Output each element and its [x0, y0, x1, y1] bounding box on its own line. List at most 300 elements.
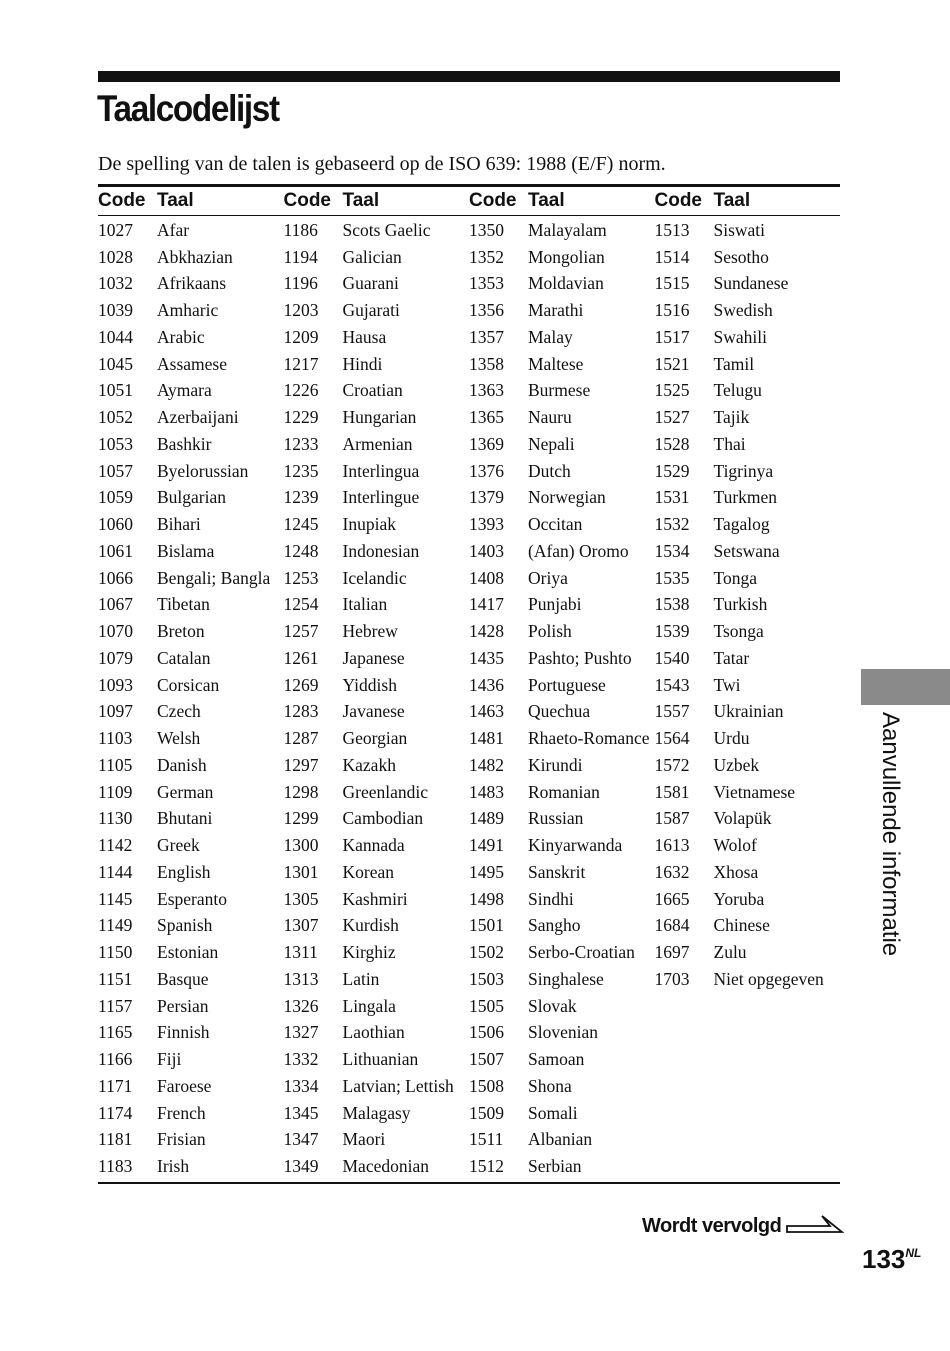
language-name: Russian	[528, 808, 584, 829]
language-name: Tsonga	[713, 621, 764, 642]
section-tab	[861, 669, 950, 705]
header-code: Code	[654, 190, 702, 211]
table-row	[98, 1020, 284, 1047]
language-name: Korean	[342, 861, 395, 882]
language-code: 1495	[469, 861, 504, 882]
language-name: Georgian	[342, 728, 408, 749]
language-code: 1248	[283, 540, 319, 561]
language-code: 1150	[98, 942, 133, 963]
table-row	[284, 1073, 470, 1100]
table-row	[469, 297, 655, 324]
language-name: Lithuanian	[342, 1049, 419, 1070]
language-code: 1564	[654, 728, 690, 749]
language-name: Cambodian	[342, 808, 424, 829]
page-number-value: 133	[862, 1244, 906, 1274]
language-name: Hebrew	[342, 621, 398, 642]
table-row	[98, 1073, 284, 1100]
language-code: 1326	[283, 995, 319, 1016]
language-code: 1165	[98, 1022, 133, 1043]
table-row	[98, 645, 284, 672]
language-name: Ukrainian	[713, 701, 784, 722]
table-row	[655, 271, 841, 298]
table-row	[655, 404, 841, 431]
table-row	[98, 404, 284, 431]
language-code: 1300	[283, 835, 319, 856]
language-code: 1283	[283, 701, 319, 722]
language-code: 1044	[98, 326, 133, 347]
language-code: 1151	[98, 968, 133, 989]
table-row	[284, 779, 470, 806]
language-name: Tigrinya	[713, 460, 774, 481]
header-language: Taal	[157, 190, 194, 211]
language-code: 1194	[283, 246, 318, 267]
language-code: 1508	[469, 1075, 504, 1096]
language-name: Polish	[528, 621, 572, 642]
language-code: 1540	[654, 647, 690, 668]
language-code: 1587	[654, 808, 690, 829]
table-row	[655, 351, 841, 378]
table-row	[284, 244, 470, 271]
table-row	[469, 431, 655, 458]
table-row	[284, 645, 470, 672]
table-row	[469, 378, 655, 405]
language-name: Sanskrit	[528, 861, 586, 882]
language-name: Yiddish	[342, 674, 397, 695]
language-name: Yoruba	[713, 888, 765, 909]
language-name: Javanese	[342, 701, 405, 722]
language-code: 1511	[469, 1129, 504, 1150]
language-name: Tatar	[713, 647, 750, 668]
language-name: Malagasy	[342, 1102, 411, 1123]
table-row	[655, 832, 841, 859]
table-row	[469, 886, 655, 913]
language-name: Aymara	[157, 380, 212, 401]
table-row	[98, 913, 284, 940]
language-code: 1254	[283, 594, 319, 615]
table-row	[98, 939, 284, 966]
table-row	[98, 618, 284, 645]
language-code: 1032	[98, 273, 133, 294]
header-code: Code	[469, 190, 517, 211]
language-code: 1506	[469, 1022, 504, 1043]
language-name: Kurdish	[342, 915, 399, 936]
table-row	[284, 404, 470, 431]
language-name: Samoan	[528, 1049, 585, 1070]
table-row	[284, 538, 470, 565]
language-code: 1481	[469, 728, 504, 749]
language-code: 1145	[98, 888, 133, 909]
language-name: Hungarian	[342, 407, 417, 428]
table-row	[469, 779, 655, 806]
language-code: 1130	[98, 808, 133, 829]
header-group	[655, 190, 841, 212]
table-row	[98, 538, 284, 565]
language-name: Thai	[713, 433, 746, 454]
language-name: Abkhazian	[157, 246, 233, 267]
language-code: 1226	[283, 380, 319, 401]
language-name: Oriya	[528, 567, 568, 588]
language-name: Portuguese	[528, 674, 606, 695]
table-row	[469, 725, 655, 752]
table-row	[469, 1127, 655, 1154]
table-row	[469, 217, 655, 244]
language-code: 1534	[654, 540, 690, 561]
language-code: 1105	[98, 754, 133, 775]
language-name: Twi	[713, 674, 741, 695]
table-row	[98, 859, 284, 886]
table-row	[655, 645, 841, 672]
language-name: Volapük	[713, 808, 772, 829]
table-row	[469, 271, 655, 298]
language-code: 1157	[98, 995, 133, 1016]
language-name: Tajik	[713, 407, 750, 428]
table-row	[98, 324, 284, 351]
table-row	[655, 752, 841, 779]
language-name: Bashkir	[157, 433, 212, 454]
language-code: 1079	[98, 647, 133, 668]
language-code: 1697	[654, 942, 690, 963]
language-code: 1356	[469, 300, 504, 321]
language-code: 1463	[469, 701, 504, 722]
table-row	[655, 217, 841, 244]
language-code: 1217	[283, 353, 319, 374]
table-row	[655, 458, 841, 485]
language-code: 1203	[283, 300, 319, 321]
language-name: Greek	[157, 835, 200, 856]
language-name: Maltese	[528, 353, 584, 374]
language-code: 1435	[469, 647, 504, 668]
language-code: 1060	[98, 514, 133, 535]
language-code: 1365	[469, 407, 504, 428]
language-code: 1093	[98, 674, 133, 695]
table-row	[469, 1153, 655, 1180]
language-name: Uzbek	[713, 754, 760, 775]
table-row	[98, 672, 284, 699]
language-code: 1491	[469, 835, 504, 856]
table-row	[98, 725, 284, 752]
table-row	[98, 966, 284, 993]
language-name: Faroese	[157, 1075, 212, 1096]
language-code: 1557	[654, 701, 690, 722]
language-code: 1379	[469, 487, 504, 508]
language-code: 1514	[654, 246, 690, 267]
language-name: Spanish	[157, 915, 213, 936]
language-code: 1525	[654, 380, 690, 401]
language-code: 1070	[98, 621, 133, 642]
table-row	[284, 271, 470, 298]
language-code: 1332	[283, 1049, 319, 1070]
table-row	[98, 886, 284, 913]
language-name: Telugu	[713, 380, 762, 401]
language-name: Tamil	[713, 353, 755, 374]
language-name: Wolof	[713, 835, 757, 856]
language-code: 1298	[283, 781, 319, 802]
language-code: 1613	[654, 835, 690, 856]
language-name: (Afan) Oromo	[528, 540, 629, 561]
language-name: Slovenian	[528, 1022, 598, 1043]
table-row	[655, 859, 841, 886]
language-code: 1334	[283, 1075, 319, 1096]
table-row	[284, 485, 470, 512]
header-language: Taal	[713, 190, 751, 211]
table-row	[284, 1127, 470, 1154]
language-code: 1408	[469, 567, 504, 588]
table-row	[284, 1046, 470, 1073]
language-code: 1572	[654, 754, 690, 775]
language-name: Shona	[528, 1075, 572, 1096]
language-name: Zulu	[713, 942, 747, 963]
table-row	[469, 538, 655, 565]
language-code: 1532	[654, 514, 690, 535]
table-row	[98, 244, 284, 271]
header-code: Code	[283, 190, 331, 211]
table-row	[655, 672, 841, 699]
table-row	[469, 806, 655, 833]
language-name: Lingala	[342, 995, 396, 1016]
language-name: Welsh	[157, 728, 201, 749]
table-row	[655, 806, 841, 833]
language-code: 1517	[654, 326, 690, 347]
table-row	[655, 966, 841, 993]
table-row	[469, 618, 655, 645]
language-name: Turkmen	[713, 487, 778, 508]
language-code: 1067	[98, 594, 133, 615]
table-row	[469, 592, 655, 619]
language-code: 1061	[98, 540, 133, 561]
language-name: Siswati	[713, 219, 766, 240]
language-code: 1166	[98, 1049, 133, 1070]
table-row	[98, 993, 284, 1020]
top-rule	[98, 71, 840, 82]
language-code: 1581	[654, 781, 690, 802]
language-name: Afar	[157, 219, 190, 240]
language-code: 1196	[283, 273, 318, 294]
language-code: 1513	[654, 219, 690, 240]
table-row	[284, 1153, 470, 1180]
table-row	[98, 1046, 284, 1073]
language-code: 1632	[654, 861, 690, 882]
language-name: Swedish	[713, 300, 773, 321]
language-name: Chinese	[713, 915, 770, 936]
language-code: 1527	[654, 407, 690, 428]
table-row	[284, 351, 470, 378]
language-name: Malayalam	[528, 219, 607, 240]
language-code: 1233	[283, 433, 319, 454]
language-name: Punjabi	[528, 594, 582, 615]
language-code: 1301	[283, 861, 319, 882]
language-name: Kirundi	[528, 754, 583, 775]
table-row	[98, 458, 284, 485]
header-language: Taal	[528, 190, 565, 211]
table-row	[284, 672, 470, 699]
language-code: 1352	[469, 246, 504, 267]
table-row	[284, 752, 470, 779]
language-code: 1297	[283, 754, 319, 775]
table-row	[655, 324, 841, 351]
language-name: Laothian	[342, 1022, 405, 1043]
language-name: Italian	[342, 594, 388, 615]
language-code: 1183	[98, 1156, 133, 1177]
table-row	[655, 538, 841, 565]
language-name: Marathi	[528, 300, 584, 321]
language-code-table	[98, 184, 840, 1184]
language-code: 1209	[283, 326, 319, 347]
language-name: Azerbaijani	[157, 407, 239, 428]
table-row	[98, 217, 284, 244]
table-row	[469, 966, 655, 993]
language-name: Latvian; Lettish	[342, 1075, 454, 1096]
code-column	[284, 217, 470, 1180]
language-name: Basque	[157, 968, 209, 989]
language-name: Danish	[157, 754, 207, 775]
table-row	[98, 832, 284, 859]
language-name: Persian	[157, 995, 209, 1016]
table-row	[469, 645, 655, 672]
language-code: 1498	[469, 888, 504, 909]
language-code: 1531	[654, 487, 690, 508]
language-name: Frisian	[157, 1129, 206, 1150]
section-label: Aanvullende informatie	[877, 712, 904, 957]
language-name: Croatian	[342, 380, 403, 401]
language-code: 1097	[98, 701, 133, 722]
language-code: 1482	[469, 754, 504, 775]
table-row	[469, 699, 655, 726]
language-name: Sangho	[528, 915, 581, 936]
table-row	[284, 939, 470, 966]
table-row	[655, 886, 841, 913]
language-code: 1515	[654, 273, 690, 294]
table-row	[98, 752, 284, 779]
language-name: Czech	[157, 701, 201, 722]
language-name: Amharic	[157, 300, 219, 321]
code-column	[655, 217, 841, 1180]
language-name: Serbo-Croatian	[528, 942, 635, 963]
language-name: Romanian	[528, 781, 600, 802]
language-code: 1489	[469, 808, 504, 829]
language-code: 1045	[98, 353, 133, 374]
language-code: 1393	[469, 514, 504, 535]
table-row	[469, 672, 655, 699]
table-row	[284, 966, 470, 993]
language-name: Tagalog	[713, 514, 770, 535]
header-group	[469, 190, 655, 212]
table-row	[284, 1100, 470, 1127]
language-code: 1501	[469, 915, 504, 936]
language-name: Dutch	[528, 460, 571, 481]
table-row	[469, 913, 655, 940]
language-name: Icelandic	[342, 567, 407, 588]
language-name: Bislama	[157, 540, 215, 561]
language-name: Kashmiri	[342, 888, 408, 909]
language-code: 1417	[469, 594, 504, 615]
language-name: Esperanto	[157, 888, 227, 909]
language-name: Macedonian	[342, 1156, 429, 1177]
language-code: 1503	[469, 968, 504, 989]
language-name: Bhutani	[157, 808, 213, 829]
language-code: 1053	[98, 433, 133, 454]
language-code: 1142	[98, 835, 133, 856]
table-row	[655, 725, 841, 752]
language-name: Galician	[342, 246, 402, 267]
table-row	[655, 618, 841, 645]
table-row	[469, 752, 655, 779]
table-row	[655, 485, 841, 512]
language-code: 1299	[283, 808, 319, 829]
language-name: Byelorussian	[157, 460, 249, 481]
language-name: Niet opgegeven	[713, 968, 824, 989]
language-code: 1512	[469, 1156, 504, 1177]
table-row	[655, 297, 841, 324]
continued-note	[642, 1213, 844, 1240]
table-row	[284, 913, 470, 940]
language-code: 1028	[98, 246, 133, 267]
language-code: 1257	[283, 621, 319, 642]
language-name: Hausa	[342, 326, 387, 347]
language-name: Burmese	[528, 380, 591, 401]
language-name: Malay	[528, 326, 573, 347]
language-code: 1703	[654, 968, 690, 989]
language-code: 1174	[98, 1102, 133, 1123]
language-name: Urdu	[713, 728, 750, 749]
language-code: 1357	[469, 326, 504, 347]
table-row	[284, 431, 470, 458]
table-row	[469, 1073, 655, 1100]
language-code: 1507	[469, 1049, 504, 1070]
language-name: Xhosa	[713, 861, 759, 882]
language-name: Kinyarwanda	[528, 835, 623, 856]
language-name: Swahili	[713, 326, 767, 347]
table-row	[98, 592, 284, 619]
language-name: Greenlandic	[342, 781, 429, 802]
language-name: German	[157, 781, 214, 802]
language-code: 1516	[654, 300, 690, 321]
language-name: Afrikaans	[157, 273, 227, 294]
table-row	[98, 806, 284, 833]
language-code: 1059	[98, 487, 133, 508]
language-code: 1307	[283, 915, 319, 936]
table-row	[284, 832, 470, 859]
intro-text: De spelling van de talen is gebaseerd op de ISO 639: 1988 (E/F) norm.	[98, 153, 666, 175]
language-code: 1253	[283, 567, 319, 588]
table-row	[284, 324, 470, 351]
table-row	[469, 404, 655, 431]
header-language: Taal	[342, 190, 380, 211]
language-code: 1039	[98, 300, 133, 321]
language-code: 1363	[469, 380, 504, 401]
language-name: Scots Gaelic	[342, 219, 431, 240]
language-name: Bengali; Bangla	[157, 567, 271, 588]
language-code: 1144	[98, 861, 133, 882]
table-row	[284, 618, 470, 645]
table-row	[469, 511, 655, 538]
language-name: Pashto; Pushto	[528, 647, 632, 668]
table-row	[284, 592, 470, 619]
language-code: 1181	[98, 1129, 133, 1150]
language-code: 1171	[98, 1075, 133, 1096]
table-row	[469, 1020, 655, 1047]
table-row	[469, 939, 655, 966]
table-row	[655, 592, 841, 619]
table-row	[284, 217, 470, 244]
language-code: 1350	[469, 219, 504, 240]
table-body	[98, 216, 840, 1180]
table-header-row	[98, 187, 840, 216]
language-name: Quechua	[528, 701, 591, 722]
language-name: Irish	[157, 1156, 190, 1177]
table-row	[98, 271, 284, 298]
table-row	[655, 779, 841, 806]
language-name: Nepali	[528, 433, 575, 454]
